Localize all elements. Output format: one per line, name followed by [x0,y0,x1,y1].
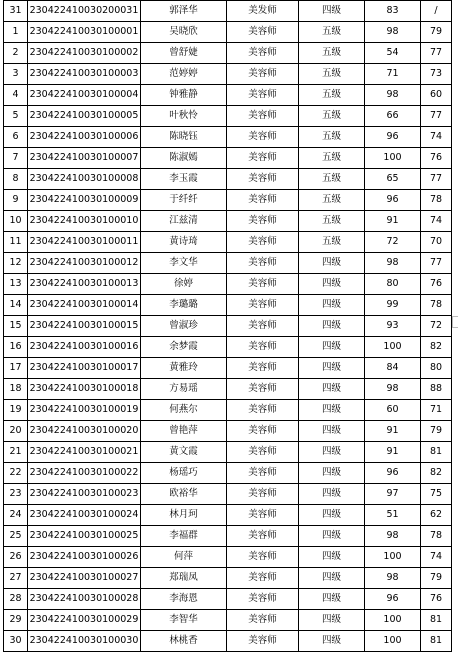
table-row [4,1,452,22]
practical-score-cell: 76 [421,589,452,610]
theory-score-cell: 100 [365,547,421,568]
row-number-cell: 19 [4,400,28,421]
candidate-id-cell: 230422410030100023 [28,484,141,505]
candidate-id-cell: 230422410030100014 [28,295,141,316]
table-row [4,85,452,106]
candidate-id-cell: 230422410030100007 [28,148,141,169]
practical-score-cell: 76 [421,274,452,295]
table-row [4,64,452,85]
candidate-name-cell: 方易瑶 [141,379,227,400]
candidate-name-cell: 李海恩 [141,589,227,610]
row-number-cell: 27 [4,568,28,589]
candidate-name-cell: 郭泽华 [141,1,227,22]
table-row [4,169,452,190]
theory-score-cell: 98 [365,85,421,106]
row-number-cell: 24 [4,505,28,526]
candidate-name-cell: 林月珂 [141,505,227,526]
level-cell: 四级 [299,631,365,652]
candidate-id-cell: 230422410030100004 [28,85,141,106]
practical-score-cell: 82 [421,463,452,484]
theory-score-cell: 99 [365,295,421,316]
practical-score-cell: 79 [421,22,452,43]
theory-score-cell: 65 [365,169,421,190]
table-row [4,547,452,568]
theory-score-cell: 54 [365,43,421,64]
candidate-id-cell: 230422410030100021 [28,442,141,463]
level-cell: 五级 [299,232,365,253]
candidate-id-cell: 230422410030100012 [28,253,141,274]
occupation-cell: 美容师 [227,106,299,127]
row-number-cell: 1 [4,22,28,43]
occupation-cell: 美容师 [227,442,299,463]
theory-score-cell: 97 [365,484,421,505]
theory-score-cell: 96 [365,463,421,484]
level-cell: 五级 [299,85,365,106]
theory-score-cell: 91 [365,211,421,232]
candidate-id-cell: 230422410030100024 [28,505,141,526]
occupation-cell: 美容师 [227,484,299,505]
level-cell: 五级 [299,148,365,169]
row-number-cell: 4 [4,85,28,106]
level-cell: 四级 [299,400,365,421]
theory-score-cell: 100 [365,148,421,169]
occupation-cell: 美容师 [227,253,299,274]
level-cell: 五级 [299,190,365,211]
theory-score-cell: 98 [365,22,421,43]
candidate-name-cell: 徐婷 [141,274,227,295]
practical-score-cell: 88 [421,379,452,400]
table-row [4,421,452,442]
level-cell: 五级 [299,211,365,232]
level-cell: 四级 [299,316,365,337]
theory-score-cell: 100 [365,610,421,631]
practical-score-cell: 80 [421,358,452,379]
practical-score-cell: 76 [421,148,452,169]
candidate-name-cell: 曾淑珍 [141,316,227,337]
row-number-cell: 17 [4,358,28,379]
row-number-cell: 29 [4,610,28,631]
level-cell: 四级 [299,505,365,526]
table-row [4,274,452,295]
candidate-name-cell: 杨瑶巧 [141,463,227,484]
level-cell: 五级 [299,106,365,127]
table-row [4,127,452,148]
theory-score-cell: 72 [365,232,421,253]
theory-score-cell: 100 [365,631,421,652]
theory-score-cell: 91 [365,442,421,463]
candidate-id-cell: 230422410030100015 [28,316,141,337]
row-number-cell: 5 [4,106,28,127]
occupation-cell: 美容师 [227,568,299,589]
practical-score-cell: 77 [421,253,452,274]
candidate-id-cell: 230422410030100026 [28,547,141,568]
candidate-name-cell: 李文华 [141,253,227,274]
candidate-name-cell: 黄文霞 [141,442,227,463]
candidate-name-cell: 郑瑞凤 [141,568,227,589]
candidate-id-cell: 230422410030100009 [28,190,141,211]
row-number-cell: 23 [4,484,28,505]
table-row [4,232,452,253]
candidate-name-cell: 李玉霞 [141,169,227,190]
theory-score-cell: 96 [365,190,421,211]
candidate-name-cell: 江兹清 [141,211,227,232]
occupation-cell: 美容师 [227,64,299,85]
theory-score-cell: 100 [365,337,421,358]
table-row [4,400,452,421]
table-row [4,505,452,526]
row-number-cell: 11 [4,232,28,253]
occupation-cell: 美容师 [227,148,299,169]
candidate-name-cell: 曾艳萍 [141,421,227,442]
row-number-cell: 6 [4,127,28,148]
occupation-cell: 美容师 [227,274,299,295]
candidate-name-cell: 吴晓欣 [141,22,227,43]
candidate-id-cell: 230422410030100028 [28,589,141,610]
occupation-cell: 美容师 [227,211,299,232]
candidate-name-cell: 于纤纤 [141,190,227,211]
theory-score-cell: 93 [365,316,421,337]
level-cell: 四级 [299,253,365,274]
theory-score-cell: 96 [365,127,421,148]
practical-score-cell: 78 [421,295,452,316]
practical-score-cell: 77 [421,43,452,64]
practical-score-cell: 79 [421,421,452,442]
practical-score-cell: 60 [421,85,452,106]
table-row [4,211,452,232]
occupation-cell: 美容师 [227,610,299,631]
score-table-body [4,1,452,652]
candidate-id-cell: 230422410030100027 [28,568,141,589]
row-number-cell: 31 [4,1,28,22]
candidate-id-cell: 230422410030100005 [28,106,141,127]
table-row [4,190,452,211]
occupation-cell: 美容师 [227,85,299,106]
level-cell: 四级 [299,526,365,547]
row-number-cell: 18 [4,379,28,400]
practical-score-cell: 81 [421,442,452,463]
level-cell: 四级 [299,442,365,463]
candidate-id-cell: 230422410030100011 [28,232,141,253]
candidate-name-cell: 何萍 [141,547,227,568]
candidate-name-cell: 陈淑嫣 [141,148,227,169]
candidate-id-cell: 230422410030100016 [28,337,141,358]
table-row [4,484,452,505]
occupation-cell: 美发师 [227,1,299,22]
candidate-name-cell: 黄雅玲 [141,358,227,379]
theory-score-cell: 66 [365,106,421,127]
practical-score-cell: 71 [421,400,452,421]
occupation-cell: 美容师 [227,337,299,358]
row-number-cell: 22 [4,463,28,484]
row-number-cell: 30 [4,631,28,652]
table-row [4,337,452,358]
theory-score-cell: 71 [365,64,421,85]
practical-score-cell: 77 [421,106,452,127]
occupation-cell: 美容师 [227,358,299,379]
row-number-cell: 10 [4,211,28,232]
occupation-cell: 美容师 [227,505,299,526]
theory-score-cell: 60 [365,400,421,421]
row-number-cell: 26 [4,547,28,568]
occupation-cell: 美容师 [227,22,299,43]
occupation-cell: 美容师 [227,400,299,421]
row-number-cell: 14 [4,295,28,316]
level-cell: 四级 [299,379,365,400]
table-row [4,106,452,127]
row-number-cell: 20 [4,421,28,442]
candidate-name-cell: 范婷婷 [141,64,227,85]
candidate-id-cell: 230422410030100002 [28,43,141,64]
table-row [4,610,452,631]
table-row [4,526,452,547]
practical-score-cell: 77 [421,169,452,190]
row-number-cell: 2 [4,43,28,64]
theory-score-cell: 80 [365,274,421,295]
occupation-cell: 美容师 [227,631,299,652]
level-cell: 四级 [299,463,365,484]
row-number-cell: 28 [4,589,28,610]
practical-score-cell: 62 [421,505,452,526]
occupation-cell: 美容师 [227,463,299,484]
level-cell: 四级 [299,610,365,631]
level-cell: 四级 [299,421,365,442]
practical-score-cell: 72 [421,316,452,337]
practical-score-cell: 74 [421,547,452,568]
occupation-cell: 美容师 [227,295,299,316]
candidate-name-cell: 何燕尔 [141,400,227,421]
level-cell: 五级 [299,169,365,190]
candidate-id-cell: 230422410030100018 [28,379,141,400]
candidate-id-cell: 230422410030100003 [28,64,141,85]
theory-score-cell: 96 [365,589,421,610]
candidate-id-cell: 230422410030100022 [28,463,141,484]
table-row [4,295,452,316]
row-number-cell: 13 [4,274,28,295]
level-cell: 四级 [299,1,365,22]
candidate-id-cell: 230422410030100008 [28,169,141,190]
practical-score-cell: 73 [421,64,452,85]
row-number-cell: 25 [4,526,28,547]
candidate-name-cell: 余梦霞 [141,337,227,358]
row-number-cell: 8 [4,169,28,190]
table-row [4,43,452,64]
table-row [4,253,452,274]
table-row [4,22,452,43]
candidate-name-cell: 钟雅静 [141,85,227,106]
table-row [4,148,452,169]
table-row [4,316,452,337]
row-number-cell: 9 [4,190,28,211]
level-cell: 四级 [299,589,365,610]
level-cell: 四级 [299,358,365,379]
practical-score-cell: 81 [421,631,452,652]
candidate-name-cell: 叶秋怜 [141,106,227,127]
occupation-cell: 美容师 [227,526,299,547]
table-row [4,358,452,379]
occupation-cell: 美容师 [227,421,299,442]
practical-score-cell: 79 [421,568,452,589]
candidate-name-cell: 林桃香 [141,631,227,652]
page-edge-marker [452,316,458,328]
occupation-cell: 美容师 [227,232,299,253]
table-row [4,379,452,400]
practical-score-cell: 81 [421,610,452,631]
candidate-id-cell: 230422410030100017 [28,358,141,379]
table-row [4,568,452,589]
candidate-id-cell: 230422410030100020 [28,421,141,442]
level-cell: 五级 [299,64,365,85]
candidate-name-cell: 曾舒婕 [141,43,227,64]
practical-score-cell: 82 [421,337,452,358]
practical-score-cell: 75 [421,484,452,505]
theory-score-cell: 98 [365,568,421,589]
level-cell: 四级 [299,568,365,589]
level-cell: 四级 [299,337,365,358]
table-row [4,631,452,652]
candidate-id-cell: 230422410030100010 [28,211,141,232]
candidate-id-cell: 230422410030100019 [28,400,141,421]
occupation-cell: 美容师 [227,316,299,337]
row-number-cell: 15 [4,316,28,337]
theory-score-cell: 91 [365,421,421,442]
occupation-cell: 美容师 [227,169,299,190]
level-cell: 四级 [299,547,365,568]
theory-score-cell: 98 [365,526,421,547]
candidate-id-cell: 230422410030100006 [28,127,141,148]
candidate-name-cell: 李智华 [141,610,227,631]
occupation-cell: 美容师 [227,43,299,64]
level-cell: 五级 [299,22,365,43]
level-cell: 四级 [299,274,365,295]
row-number-cell: 3 [4,64,28,85]
theory-score-cell: 98 [365,379,421,400]
table-row [4,442,452,463]
candidate-name-cell: 陈晓钰 [141,127,227,148]
candidate-id-cell: 230422410030100029 [28,610,141,631]
candidate-name-cell: 黄诗琦 [141,232,227,253]
table-row [4,589,452,610]
occupation-cell: 美容师 [227,190,299,211]
row-number-cell: 12 [4,253,28,274]
practical-score-cell: / [421,1,452,22]
row-number-cell: 21 [4,442,28,463]
candidate-id-cell: 230422410030200031 [28,1,141,22]
level-cell: 四级 [299,484,365,505]
practical-score-cell: 74 [421,211,452,232]
occupation-cell: 美容师 [227,589,299,610]
candidate-name-cell: 欧裕华 [141,484,227,505]
occupation-cell: 美容师 [227,547,299,568]
level-cell: 四级 [299,295,365,316]
theory-score-cell: 51 [365,505,421,526]
theory-score-cell: 83 [365,1,421,22]
theory-score-cell: 98 [365,253,421,274]
candidate-name-cell: 李璐璐 [141,295,227,316]
candidate-id-cell: 230422410030100030 [28,631,141,652]
level-cell: 五级 [299,127,365,148]
row-number-cell: 16 [4,337,28,358]
candidate-name-cell: 李福群 [141,526,227,547]
occupation-cell: 美容师 [227,379,299,400]
table-row [4,463,452,484]
candidate-id-cell: 230422410030100001 [28,22,141,43]
candidate-id-cell: 230422410030100025 [28,526,141,547]
practical-score-cell: 78 [421,190,452,211]
practical-score-cell: 78 [421,526,452,547]
score-table [3,0,452,652]
practical-score-cell: 70 [421,232,452,253]
row-number-cell: 7 [4,148,28,169]
occupation-cell: 美容师 [227,127,299,148]
practical-score-cell: 74 [421,127,452,148]
theory-score-cell: 84 [365,358,421,379]
level-cell: 五级 [299,43,365,64]
candidate-id-cell: 230422410030100013 [28,274,141,295]
